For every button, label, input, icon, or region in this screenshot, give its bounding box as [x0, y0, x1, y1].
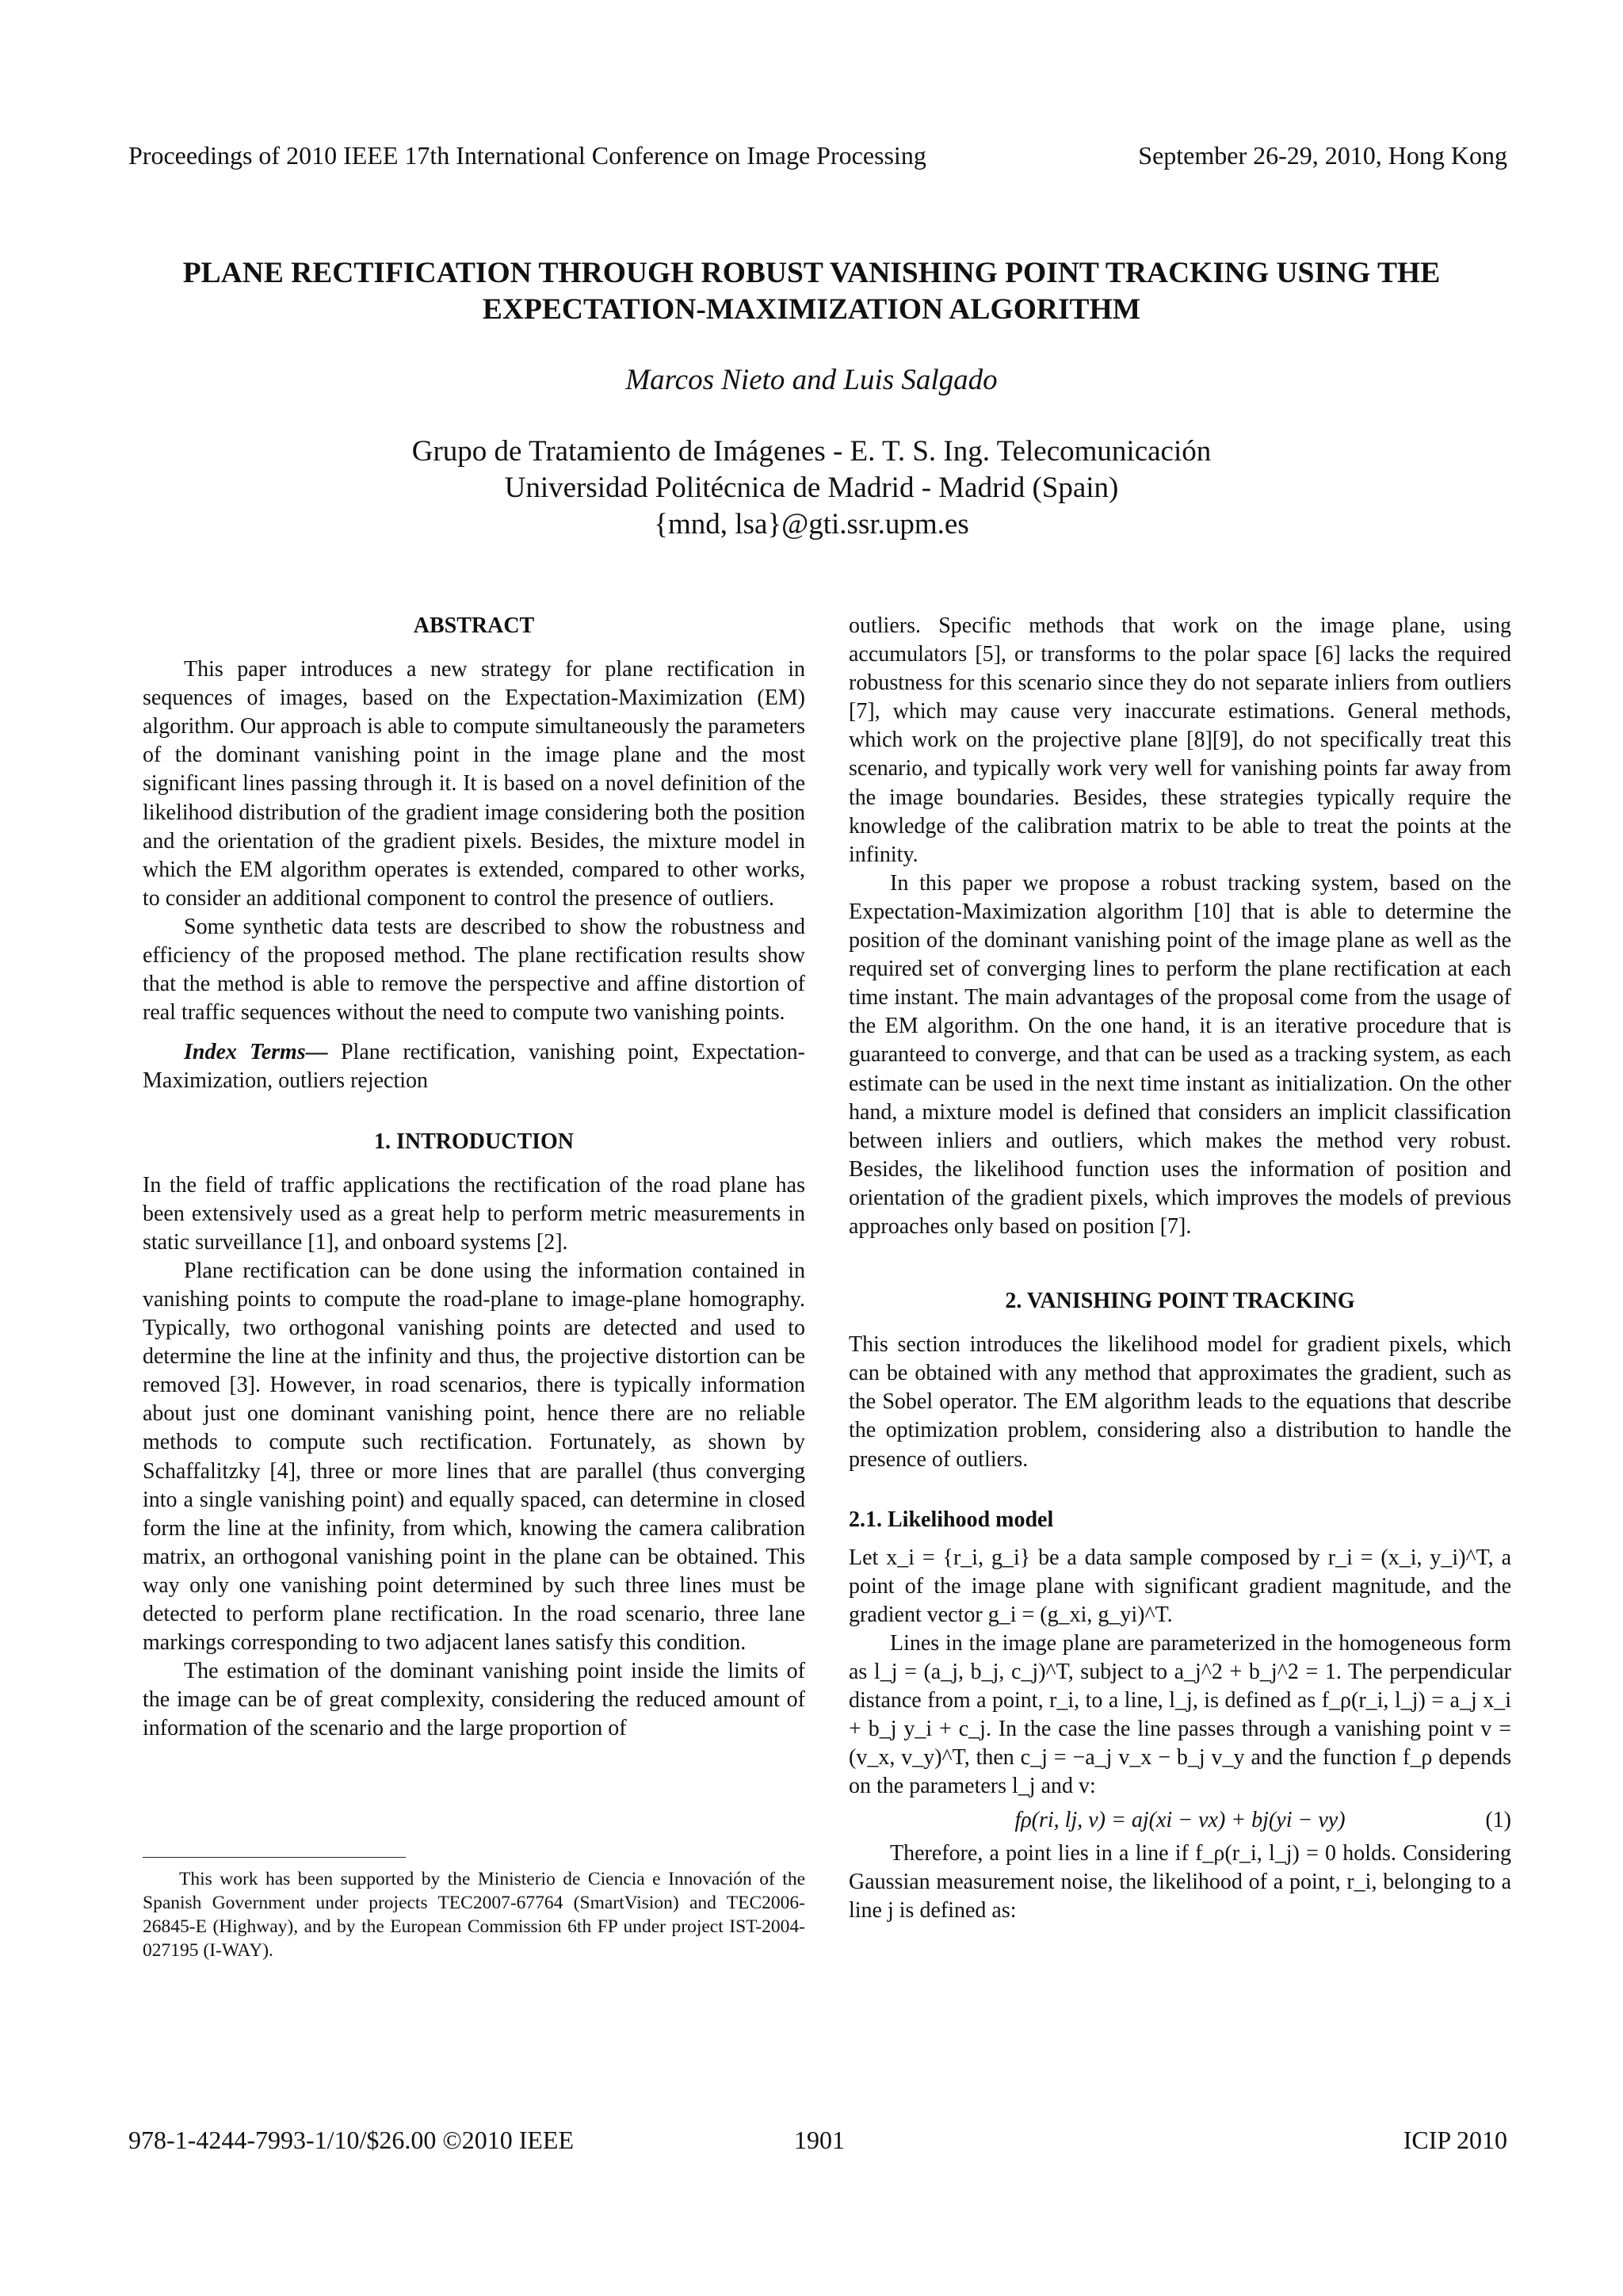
- section-2-paragraph-1: This section introduces the likelihood model for gradient pixels, which can be obtained with any method that approximates the gradient, such as the Sobel operator. The EM algorithm leads to the equations that describe the optimization problem, considering also a distribution to handle the presence of outliers.: [849, 1332, 1511, 1472]
- introduction-paragraph-3: The estimation of the dominant vanishing point inside the limits of the image can be of great complexity, considering the reduced amount of information of the scenario and the large proportion of: [143, 1659, 805, 1741]
- subsection-2-1-heading: 2.1. Likelihood model: [849, 1507, 1054, 1532]
- likelihood-paragraph-b: Lines in the image plane are parameterized in the homogeneous form as l_j = (a_j, b_j, c_j)^T, subject to a_j^2 + b_j^2 = 1. The perpendicular distance from a point, r_i, to a line, l_j, is defined as f_ρ(r_i, l_j) = a_j x_i + b_j y_i + c_j. In the case the line passes through a vanishing point v = (v_x, v_y)^T, then c_j = −a_j v_x − b_j v_y and the function f_ρ depends on the parameters l_j and v:: [849, 1631, 1511, 1799]
- right-paragraph-1: outliers. Specific methods that work on the image plane, using accumulators [5], or transforms to the polar space [6] lacks the required robustness for this scenario since they do not separate inliers from outliers [7], which may cause very inaccurate estimations. General methods, which work on the projective plane [8][9], do not specifically treat this scenario, and typically work very well for vanishing points far away from the image boundaries. Besides, these strategies typically require the knowledge of the calibration matrix to be able to treat the points at the infinity.: [849, 613, 1511, 867]
- abstract-paragraph-1: This paper introduces a new strategy for plane rectification in sequences of images, based on the Expectation-Maximization (EM) algorithm. Our approach is able to compute simultaneously the parameters of the dominant vanishing point in the image plane and the most significant lines passing through it. It is based on a novel definition of the likelihood distribution of the gradient image considering both the position and the orientation of the gradient pixels. Besides, the mixture model in which the EM algorithm operates is extended, compared to other works, to consider an additional component to control the presence of outliers.: [143, 657, 805, 911]
- footnote-rule: [143, 1857, 406, 1858]
- introduction-heading: 1. INTRODUCTION: [373, 1129, 575, 1154]
- affiliation-line-1: Grupo de Tratamiento de Imágenes - E. T. S. Ing. Telecomunicación: [411, 435, 1212, 468]
- footnote-text: This work has been supported by the Ministerio de Ciencia e Innovación of the Spanish Government under projects TEC2007-67764 (SmartVision) and TEC2006-26845-E (Highway), and by the European Commission 6th FP under project IST-2004-027195 (I-WAY).: [143, 1869, 805, 1961]
- equation-1-formula: fρ(ri, lj, v) = aj(xi − vx) + bj(yi − vy): [1014, 1807, 1346, 1832]
- affiliation: [0, 434, 1623, 543]
- paper-title-line-1: PLANE RECTIFICATION THROUGH ROBUST VANISHING POINT TRACKING USING THE: [182, 257, 1441, 289]
- affiliation-email: {mnd, lsa}@gti.ssr.upm.es: [654, 508, 969, 541]
- running-header-date: September 26-29, 2010, Hong Kong: [1138, 141, 1507, 170]
- introduction-paragraph-2: Plane rectification can be done using the information contained in vanishing points to compute the road-plane to image-plane homography. Typically, two orthogonal vanishing points are detected and used to determine the line at the infinity and thus, the projective distortion can be removed [3]. However, in road scenarios, there is typically information about just one dominant vanishing point, hence there are no reliable methods to compute such rectification. Fortunately, as shown by Schaffalitzky [4], three or more lines that are parallel (thus converging into a single vanishing point) and equally spaced, can determine in closed form the line at the infinity, from which, knowing the camera calibration matrix, an orthogonal vanishing point in the plane can be obtained. This way only one vanishing point determined by such three lines must be detected to perform plane rectification. In the road scenario, three lane markings corresponding to two adjacent lanes satisfy this condition.: [143, 1258, 805, 1656]
- equation-1-number: (1): [1485, 1807, 1511, 1832]
- footnote: [143, 1867, 805, 1962]
- authors: Marcos Nieto and Luis Salgado: [625, 364, 998, 396]
- right-paragraph-2: In this paper we propose a robust tracking system, based on the Expectation-Maximization algorithm [10] that is able to determine the position of the dominant vanishing point of the image plane as well as the required set of converging lines to perform the plane rectification at each time instant. The main advantages of the proposal come from the usage of the EM algorithm. On the one hand, it is an iterative procedure that is guaranteed to converge, and that can be used as a tracking system, as each estimate can be used in the next time instant as initialization. On the other hand, a mixture model is defined that considers an implicit classification between inliers and outliers, which makes the method very robust. Besides, the likelihood function uses the information of position and orientation of the gradient pixels, which improves the models of previous approaches only based on position [7].: [849, 870, 1511, 1239]
- likelihood-paragraph-a: Let x_i = {r_i, g_i} be a data sample composed by r_i = (x_i, y_i)^T, a point of the image plane with significant gradient magnitude, and the gradient vector g_i = (g_xi, g_yi)^T.: [849, 1545, 1511, 1627]
- paper-title: [95, 255, 1528, 328]
- footer-isbn: 978-1-4244-7993-1/10/$26.00 ©2010 IEEE: [128, 2126, 575, 2154]
- index-terms-label: Index Terms—: [184, 1040, 328, 1065]
- section-2-heading: 2. VANISHING POINT TRACKING: [1005, 1289, 1355, 1314]
- abstract-paragraph-2: Some synthetic data tests are described to show the robustness and efficiency of the proposed method. The plane rectification results show that the method is able to remove the perspective and affine distortion of real traffic sequences without the need to compute two vanishing points.: [143, 914, 805, 1026]
- right-column: [849, 612, 1511, 1925]
- running-header-conference: Proceedings of 2010 IEEE 17th International Conference on Image Processing: [128, 141, 926, 170]
- affiliation-line-2: Universidad Politécnica de Madrid - Madrid (Spain): [504, 472, 1119, 504]
- likelihood-paragraph-c: Therefore, a point lies in a line if f_ρ(r_i, l_j) = 0 holds. Considering Gaussian measurement noise, the likelihood of a point, r_i, belonging to a line j is defined as:: [849, 1840, 1511, 1923]
- footer-venue: ICIP 2010: [1403, 2126, 1507, 2154]
- equation-1: [849, 1806, 1511, 1835]
- abstract-heading: ABSTRACT: [413, 613, 535, 638]
- introduction-paragraph-1: In the field of traffic applications the rectification of the road plane has been extensively used as a great help to perform metric measurements in static surveillance [1], and onboard systems [2].: [143, 1172, 805, 1255]
- index-terms: [143, 1038, 805, 1095]
- left-column: [143, 612, 805, 1743]
- footer-page-number: 1901: [794, 2126, 845, 2154]
- paper-title-line-2: EXPECTATION-MAXIMIZATION ALGORITHM: [482, 293, 1141, 326]
- index-terms-text: Plane rectification, vanishing point, Expectation-Maximization, outliers rejection: [143, 1040, 805, 1094]
